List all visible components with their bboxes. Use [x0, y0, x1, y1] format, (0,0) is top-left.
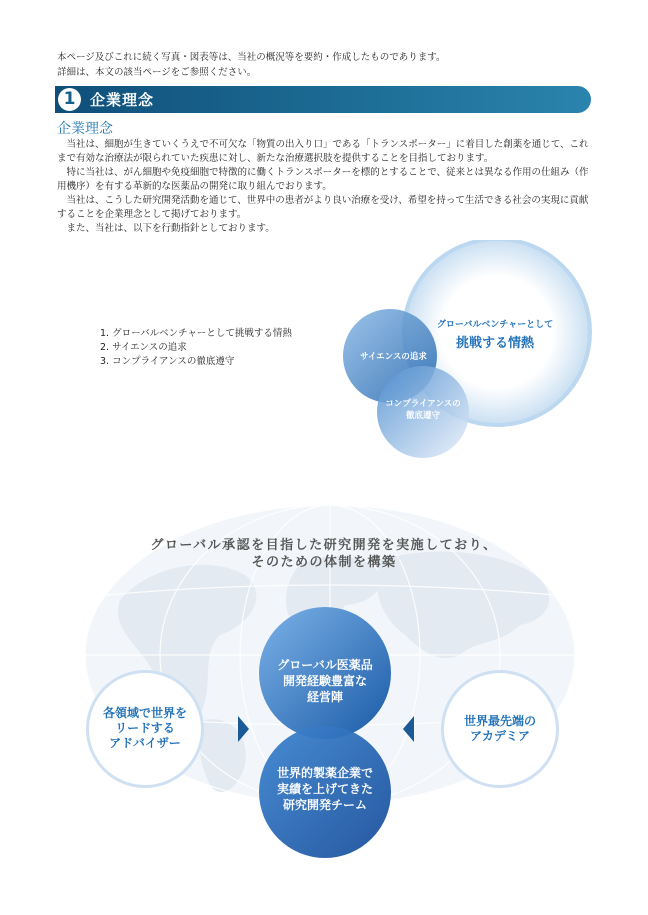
intro-note [57, 50, 446, 80]
arrow-right-icon [238, 716, 249, 742]
section-title: 企業理念 [90, 91, 155, 109]
advisors-label [86, 706, 204, 751]
global-heading-line2: そのための体制を構築 [251, 555, 397, 570]
advisors-line3: アドバイザー [109, 736, 181, 750]
advisors-line1: 各領域で世界を [102, 706, 187, 720]
advisors-line2: リードする [115, 721, 175, 735]
management-line3: 経営陣 [306, 690, 343, 704]
academia-line2: アカデミア [470, 729, 530, 743]
rnd-team-line3: 研究開発チーム [282, 798, 367, 812]
guideline-item: 1. グローバルベンチャーとして挑戦する情熱 [100, 328, 292, 339]
intro-line-1: 本ページ及びこれに続く写真・図表等は、当社の概況等を要約・作成したものであります。 [57, 52, 446, 63]
venn-science-label: サイエンスの追求 [360, 352, 427, 362]
rnd-team-line2: 実績を上げてきた [276, 782, 373, 796]
venn-large-label-line2: 挑戦する情熱 [455, 336, 534, 351]
arrow-left-icon [403, 716, 414, 742]
management-line2: 開発経験豊富な [282, 674, 367, 688]
paragraph-4: また、当社は、以下を行動指針としております。 [66, 223, 275, 234]
paragraph-3: 当社は、こうした研究開発活動を通じて、世界中の患者がより良い治療を受け、希望を持って生活できる社会の実現に貢献することを企業理念として掲げております。 [57, 195, 589, 220]
academia-label [441, 714, 559, 744]
academia-line1: 世界最先端の [463, 714, 536, 728]
global-heading-line1: グローバル承認を目指した研究開発を実施しており、 [150, 538, 498, 553]
guideline-list [100, 327, 292, 369]
rnd-team-line1: 世界的製薬企業で [276, 766, 373, 780]
venn-large-label [403, 317, 587, 351]
section-number-badge: 1 [58, 88, 81, 111]
management-label [260, 657, 390, 705]
guideline-item: 2. サイエンスの追求 [100, 342, 187, 353]
global-heading [60, 537, 588, 571]
intro-line-2: 詳細は、本文の該当ページをご参照ください。 [57, 67, 257, 78]
rnd-team-label [260, 765, 390, 813]
subheading: 企業理念 [57, 121, 113, 137]
paragraph-1: 当社は、細胞が生きていくうえで不可欠な「物質の出入り口」である「トランスポーター」に着目した創薬を通じて、これまで有効な治療法が限られていた疾患に対し、新たな治療選択肢を提供することを目指しております。 [57, 139, 589, 164]
management-line1: グローバル医薬品 [277, 658, 373, 672]
venn-large-label-line1: グローバルベンチャーとして [436, 320, 554, 330]
venn-compliance-label [377, 398, 469, 422]
guideline-item: 3. コンプライアンスの徹底遵守 [100, 356, 235, 367]
venn-compliance-line1: コンプライアンスの [385, 399, 461, 409]
venn-compliance-line2: 徹底遵守 [405, 411, 440, 421]
paragraph-2: 特に当社は、がん細胞や免疫細胞で特徴的に働くトランスポーターを標的とすることで、従来とは異なる作用の仕組み（作用機序）を有する革新的な医薬品の開発に取り組んでおります。 [57, 167, 589, 192]
team-circles [255, 605, 395, 865]
